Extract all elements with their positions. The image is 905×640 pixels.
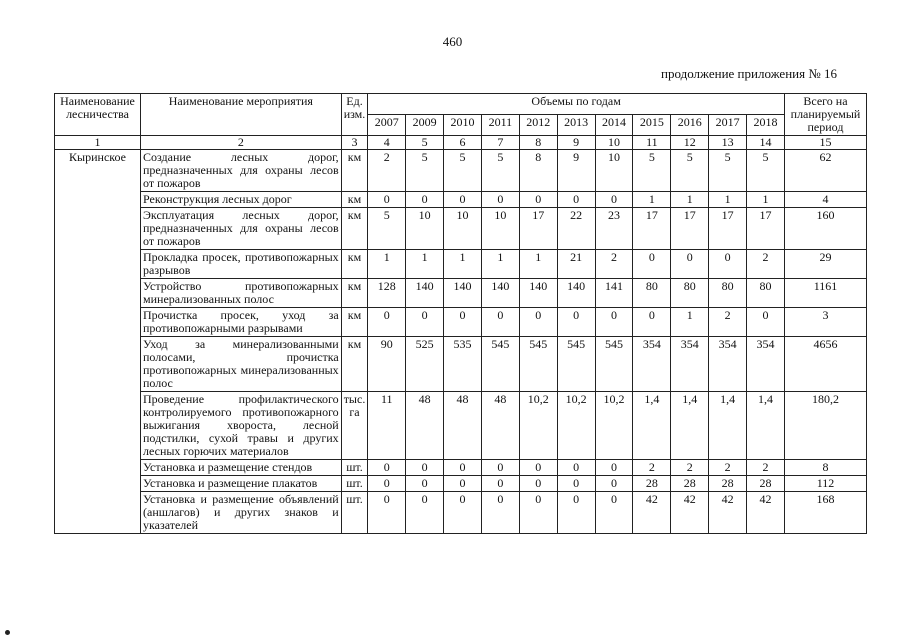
value-cell: 10 <box>595 150 633 192</box>
value-cell: 10,2 <box>595 392 633 460</box>
value-cell: 0 <box>368 192 406 208</box>
value-cell: 22 <box>557 208 595 250</box>
value-cell: 23 <box>595 208 633 250</box>
value-cell: 28 <box>633 476 671 492</box>
total-cell: 180,2 <box>784 392 866 460</box>
activity-name: Уход за минерализованными полосами, прочистка противопожарных минерализованных полос <box>141 337 342 392</box>
value-cell: 10 <box>406 208 444 250</box>
year-header: 2009 <box>406 115 444 136</box>
value-cell: 42 <box>747 492 785 534</box>
table-row <box>55 337 867 392</box>
value-cell: 0 <box>481 460 519 476</box>
total-cell: 62 <box>784 150 866 192</box>
table-row <box>55 308 867 337</box>
value-cell: 0 <box>406 492 444 534</box>
activity-name: Прокладка просек, противопожарных разрывов <box>141 250 342 279</box>
column-number: 8 <box>519 136 557 150</box>
header-activity: Наименование мероприятия <box>141 94 342 136</box>
value-cell: 0 <box>368 476 406 492</box>
value-cell: 0 <box>406 476 444 492</box>
value-cell: 17 <box>519 208 557 250</box>
value-cell: 545 <box>595 337 633 392</box>
unit-cell: км <box>341 250 368 279</box>
total-cell: 4656 <box>784 337 866 392</box>
column-number: 9 <box>557 136 595 150</box>
activity-name: Реконструкция лесных дорог <box>141 192 342 208</box>
year-header: 2010 <box>444 115 482 136</box>
value-cell: 48 <box>444 392 482 460</box>
year-header: 2018 <box>747 115 785 136</box>
value-cell: 140 <box>406 279 444 308</box>
table-row <box>55 476 867 492</box>
unit-cell: шт. <box>341 460 368 476</box>
value-cell: 10,2 <box>557 392 595 460</box>
value-cell: 0 <box>444 308 482 337</box>
unit-cell: км <box>341 337 368 392</box>
value-cell: 140 <box>444 279 482 308</box>
value-cell: 11 <box>368 392 406 460</box>
value-cell: 17 <box>633 208 671 250</box>
value-cell: 1 <box>368 250 406 279</box>
year-header: 2014 <box>595 115 633 136</box>
value-cell: 1,4 <box>633 392 671 460</box>
activity-name: Прочистка просек, уход за противопожарными разрывами <box>141 308 342 337</box>
value-cell: 10 <box>444 208 482 250</box>
value-cell: 2 <box>368 150 406 192</box>
value-cell: 545 <box>519 337 557 392</box>
value-cell: 0 <box>481 492 519 534</box>
year-header: 2015 <box>633 115 671 136</box>
value-cell: 8 <box>519 150 557 192</box>
value-cell: 525 <box>406 337 444 392</box>
header-unit: Ед. изм. <box>341 94 368 136</box>
column-number: 2 <box>141 136 342 150</box>
value-cell: 1 <box>671 308 709 337</box>
value-cell: 140 <box>557 279 595 308</box>
value-cell: 10,2 <box>519 392 557 460</box>
value-cell: 0 <box>406 192 444 208</box>
value-cell: 9 <box>557 150 595 192</box>
table-row <box>55 250 867 279</box>
continuation-note: продолжение приложения № 16 <box>661 66 837 81</box>
column-number: 3 <box>341 136 368 150</box>
column-number: 4 <box>368 136 406 150</box>
column-number: 12 <box>671 136 709 150</box>
year-header: 2011 <box>481 115 519 136</box>
value-cell: 1,4 <box>709 392 747 460</box>
value-cell: 5 <box>406 150 444 192</box>
value-cell: 1 <box>406 250 444 279</box>
value-cell: 48 <box>406 392 444 460</box>
value-cell: 0 <box>406 460 444 476</box>
table-row <box>55 279 867 308</box>
column-number: 6 <box>444 136 482 150</box>
table-row <box>55 208 867 250</box>
value-cell: 5 <box>671 150 709 192</box>
value-cell: 1 <box>709 192 747 208</box>
unit-cell: км <box>341 192 368 208</box>
value-cell: 0 <box>519 308 557 337</box>
value-cell: 545 <box>557 337 595 392</box>
value-cell: 28 <box>747 476 785 492</box>
unit-cell: тыс. га <box>341 392 368 460</box>
table-row <box>55 150 867 192</box>
table-body <box>55 150 867 534</box>
activity-name: Эксплуатация лесных дорог, предназначенных для охраны лесов от пожаров <box>141 208 342 250</box>
value-cell: 0 <box>709 250 747 279</box>
activity-name: Устройство противопожарных минерализованных полос <box>141 279 342 308</box>
total-cell: 1161 <box>784 279 866 308</box>
column-number: 1 <box>55 136 141 150</box>
value-cell: 354 <box>747 337 785 392</box>
value-cell: 354 <box>633 337 671 392</box>
value-cell: 0 <box>519 192 557 208</box>
value-cell: 80 <box>671 279 709 308</box>
value-cell: 0 <box>595 460 633 476</box>
unit-cell: км <box>341 308 368 337</box>
value-cell: 0 <box>444 492 482 534</box>
activity-name: Установка и размещение плакатов <box>141 476 342 492</box>
value-cell: 1,4 <box>747 392 785 460</box>
value-cell: 5 <box>481 150 519 192</box>
value-cell: 17 <box>671 208 709 250</box>
column-number: 7 <box>481 136 519 150</box>
year-header: 2016 <box>671 115 709 136</box>
value-cell: 1 <box>633 192 671 208</box>
value-cell: 1 <box>481 250 519 279</box>
year-header: 2013 <box>557 115 595 136</box>
value-cell: 128 <box>368 279 406 308</box>
value-cell: 0 <box>368 460 406 476</box>
value-cell: 0 <box>481 192 519 208</box>
value-cell: 5 <box>633 150 671 192</box>
value-cell: 140 <box>481 279 519 308</box>
value-cell: 17 <box>747 208 785 250</box>
value-cell: 28 <box>709 476 747 492</box>
activity-name: Установка и размещение стендов <box>141 460 342 476</box>
value-cell: 0 <box>557 476 595 492</box>
activity-name: Проведение профилактического контролируемого противопожарного выжигания хвороста, лесной подстилки, сухой травы и других лесных горючих материалов <box>141 392 342 460</box>
column-number: 11 <box>633 136 671 150</box>
forestry-name: Кыринское <box>55 150 141 534</box>
value-cell: 28 <box>671 476 709 492</box>
value-cell: 0 <box>444 192 482 208</box>
year-header: 2007 <box>368 115 406 136</box>
header-volumes: Объемы по годам <box>368 94 785 115</box>
total-cell: 4 <box>784 192 866 208</box>
volumes-table <box>54 93 867 534</box>
value-cell: 0 <box>557 492 595 534</box>
unit-cell: км <box>341 279 368 308</box>
table-row <box>55 192 867 208</box>
value-cell: 0 <box>595 492 633 534</box>
value-cell: 17 <box>709 208 747 250</box>
header-total: Всего на планируемый период <box>784 94 866 136</box>
total-cell: 112 <box>784 476 866 492</box>
value-cell: 0 <box>481 476 519 492</box>
value-cell: 21 <box>557 250 595 279</box>
value-cell: 0 <box>519 460 557 476</box>
total-cell: 160 <box>784 208 866 250</box>
column-number: 15 <box>784 136 866 150</box>
value-cell: 5 <box>709 150 747 192</box>
value-cell: 0 <box>444 476 482 492</box>
value-cell: 2 <box>595 250 633 279</box>
value-cell: 42 <box>633 492 671 534</box>
value-cell: 42 <box>709 492 747 534</box>
column-number: 13 <box>709 136 747 150</box>
value-cell: 141 <box>595 279 633 308</box>
value-cell: 2 <box>633 460 671 476</box>
value-cell: 0 <box>595 476 633 492</box>
year-header: 2017 <box>709 115 747 136</box>
value-cell: 80 <box>709 279 747 308</box>
value-cell: 1 <box>747 192 785 208</box>
activity-name: Создание лесных дорог, предназначенных для охраны лесов от пожаров <box>141 150 342 192</box>
value-cell: 0 <box>671 250 709 279</box>
value-cell: 0 <box>406 308 444 337</box>
column-number: 5 <box>406 136 444 150</box>
value-cell: 2 <box>747 460 785 476</box>
column-number: 14 <box>747 136 785 150</box>
value-cell: 354 <box>709 337 747 392</box>
value-cell: 0 <box>747 308 785 337</box>
total-cell: 29 <box>784 250 866 279</box>
value-cell: 42 <box>671 492 709 534</box>
value-cell: 10 <box>481 208 519 250</box>
unit-cell: шт. <box>341 476 368 492</box>
total-cell: 8 <box>784 460 866 476</box>
value-cell: 5 <box>747 150 785 192</box>
page-number: 460 <box>442 34 463 49</box>
value-cell: 545 <box>481 337 519 392</box>
table-row <box>55 392 867 460</box>
total-cell: 168 <box>784 492 866 534</box>
column-number-row <box>55 136 867 150</box>
unit-cell: км <box>341 150 368 192</box>
value-cell: 0 <box>519 476 557 492</box>
value-cell: 0 <box>633 308 671 337</box>
value-cell: 0 <box>519 492 557 534</box>
column-number: 10 <box>595 136 633 150</box>
value-cell: 140 <box>519 279 557 308</box>
value-cell: 0 <box>595 192 633 208</box>
total-cell: 3 <box>784 308 866 337</box>
value-cell: 2 <box>671 460 709 476</box>
value-cell: 5 <box>444 150 482 192</box>
scan-mark <box>5 630 10 635</box>
activity-name: Установка и размещение объявлений (аншлагов) и других знаков и указателей <box>141 492 342 534</box>
value-cell: 1 <box>671 192 709 208</box>
value-cell: 48 <box>481 392 519 460</box>
value-cell: 0 <box>557 192 595 208</box>
value-cell: 1 <box>444 250 482 279</box>
value-cell: 90 <box>368 337 406 392</box>
value-cell: 1 <box>519 250 557 279</box>
value-cell: 0 <box>444 460 482 476</box>
value-cell: 0 <box>368 492 406 534</box>
year-header: 2012 <box>519 115 557 136</box>
value-cell: 0 <box>481 308 519 337</box>
header-forestry: Наименование лесничества <box>55 94 141 136</box>
value-cell: 0 <box>595 308 633 337</box>
value-cell: 0 <box>633 250 671 279</box>
value-cell: 2 <box>747 250 785 279</box>
value-cell: 354 <box>671 337 709 392</box>
unit-cell: км <box>341 208 368 250</box>
value-cell: 0 <box>557 460 595 476</box>
table-row <box>55 460 867 476</box>
value-cell: 80 <box>633 279 671 308</box>
value-cell: 5 <box>368 208 406 250</box>
value-cell: 1,4 <box>671 392 709 460</box>
value-cell: 80 <box>747 279 785 308</box>
value-cell: 2 <box>709 460 747 476</box>
unit-cell: шт. <box>341 492 368 534</box>
table-row <box>55 492 867 534</box>
value-cell: 0 <box>368 308 406 337</box>
value-cell: 0 <box>557 308 595 337</box>
value-cell: 535 <box>444 337 482 392</box>
value-cell: 2 <box>709 308 747 337</box>
